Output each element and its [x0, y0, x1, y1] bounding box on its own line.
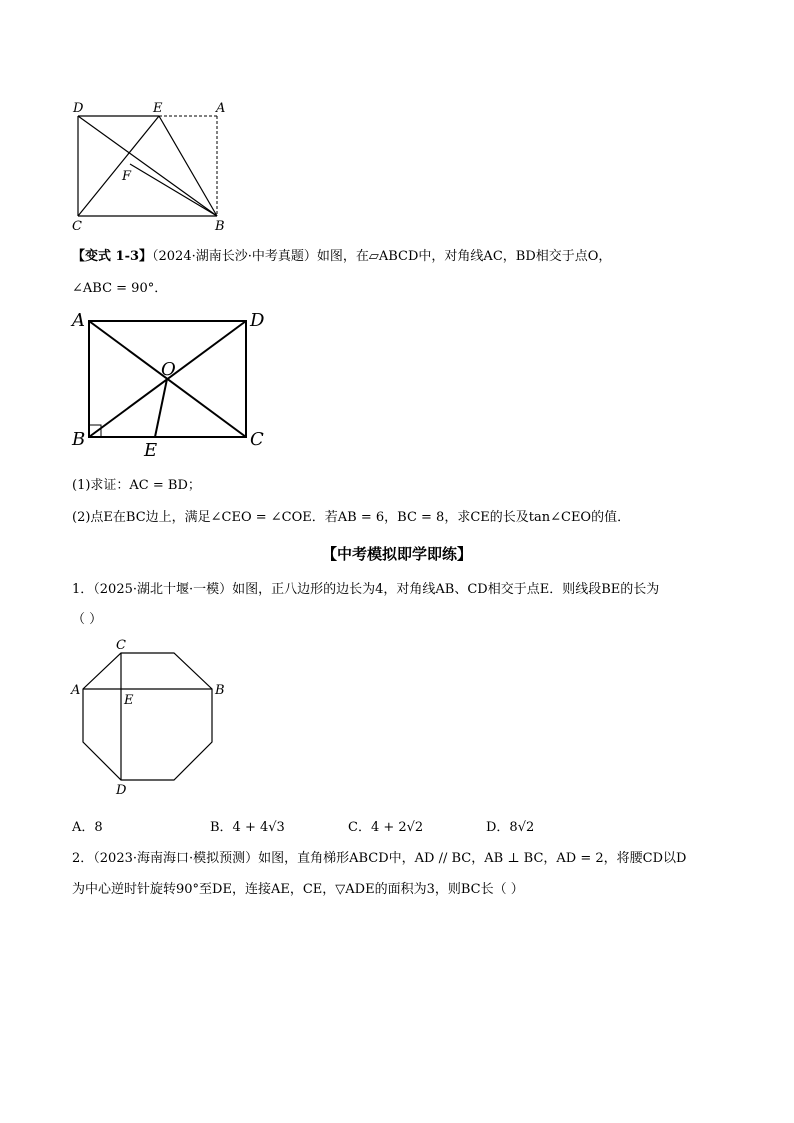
fig2-label-e: E: [144, 440, 158, 461]
q13-line2: ∠ABC = 90°．: [72, 281, 168, 296]
fig3-label-e: E: [124, 693, 134, 708]
fig3-label-a: A: [71, 683, 81, 698]
fig1-label-b: B: [215, 219, 225, 234]
p1-option-a[interactable]: A．8: [72, 820, 103, 835]
p1-option-d[interactable]: D．8√2: [486, 820, 535, 835]
p1-option-c[interactable]: C．4 + 2√2: [348, 820, 424, 835]
fig1-label-f: F: [122, 169, 132, 184]
q13-source: （2024·湖南长沙·中考真题）: [152, 249, 317, 264]
p1-option-b[interactable]: B．4 + 4√3: [210, 820, 285, 835]
section-title: 【中考模拟即学即练】: [321, 545, 472, 563]
fig1-label-c: C: [72, 219, 82, 234]
fig3-label-b: B: [215, 683, 225, 698]
q13-part1: (1)求证：AC = BD；: [72, 478, 201, 493]
fig2-label-c: C: [250, 429, 264, 450]
fig2-label-o: O: [161, 359, 176, 380]
q13-line1: [72, 249, 611, 265]
q13-tag: 【变式 1-3】: [72, 249, 153, 264]
fig3-label-c: C: [116, 638, 126, 653]
p1-paren: （ ）: [72, 612, 103, 627]
fig2-label-d: D: [250, 310, 265, 331]
q13-part2: (2)点E在BC边上，满足∠CEO = ∠COE．若AB = 6，BC = 8，求CE的长及tan∠CEO的值．: [72, 510, 631, 525]
fig2-label-b: B: [72, 429, 86, 450]
figure-3-octagon: [60, 636, 240, 806]
p2-line1: 2．（2023·海南海口·模拟预测）如图，直角梯形ABCD中，AD // BC，AB ⊥ BC，AD = 2，将腰CD以D: [72, 851, 687, 866]
fig1-label-a: A: [216, 101, 226, 116]
figure-1-rectangle-fold: [60, 96, 240, 236]
fig1-label-e: E: [153, 101, 163, 116]
fig1-label-d: D: [73, 101, 84, 116]
fig2-label-a: A: [72, 310, 85, 331]
fig3-label-d: D: [116, 783, 127, 798]
figure-2-rectangle-diagonals: [60, 306, 280, 466]
q13-text: 如图，在▱ABCD中，对角线AC，BD相交于点O，: [316, 249, 612, 264]
p2-line2: 为中心逆时针旋转90°至DE，连接AE，CE，▽ADE的面积为3，则BC长（ ）: [72, 882, 524, 897]
p1-text: 1．（2025·湖北十堰·一模）如图，正八边形的边长为4，对角线AB、CD相交于点E．则线段BE的长为: [72, 582, 660, 597]
